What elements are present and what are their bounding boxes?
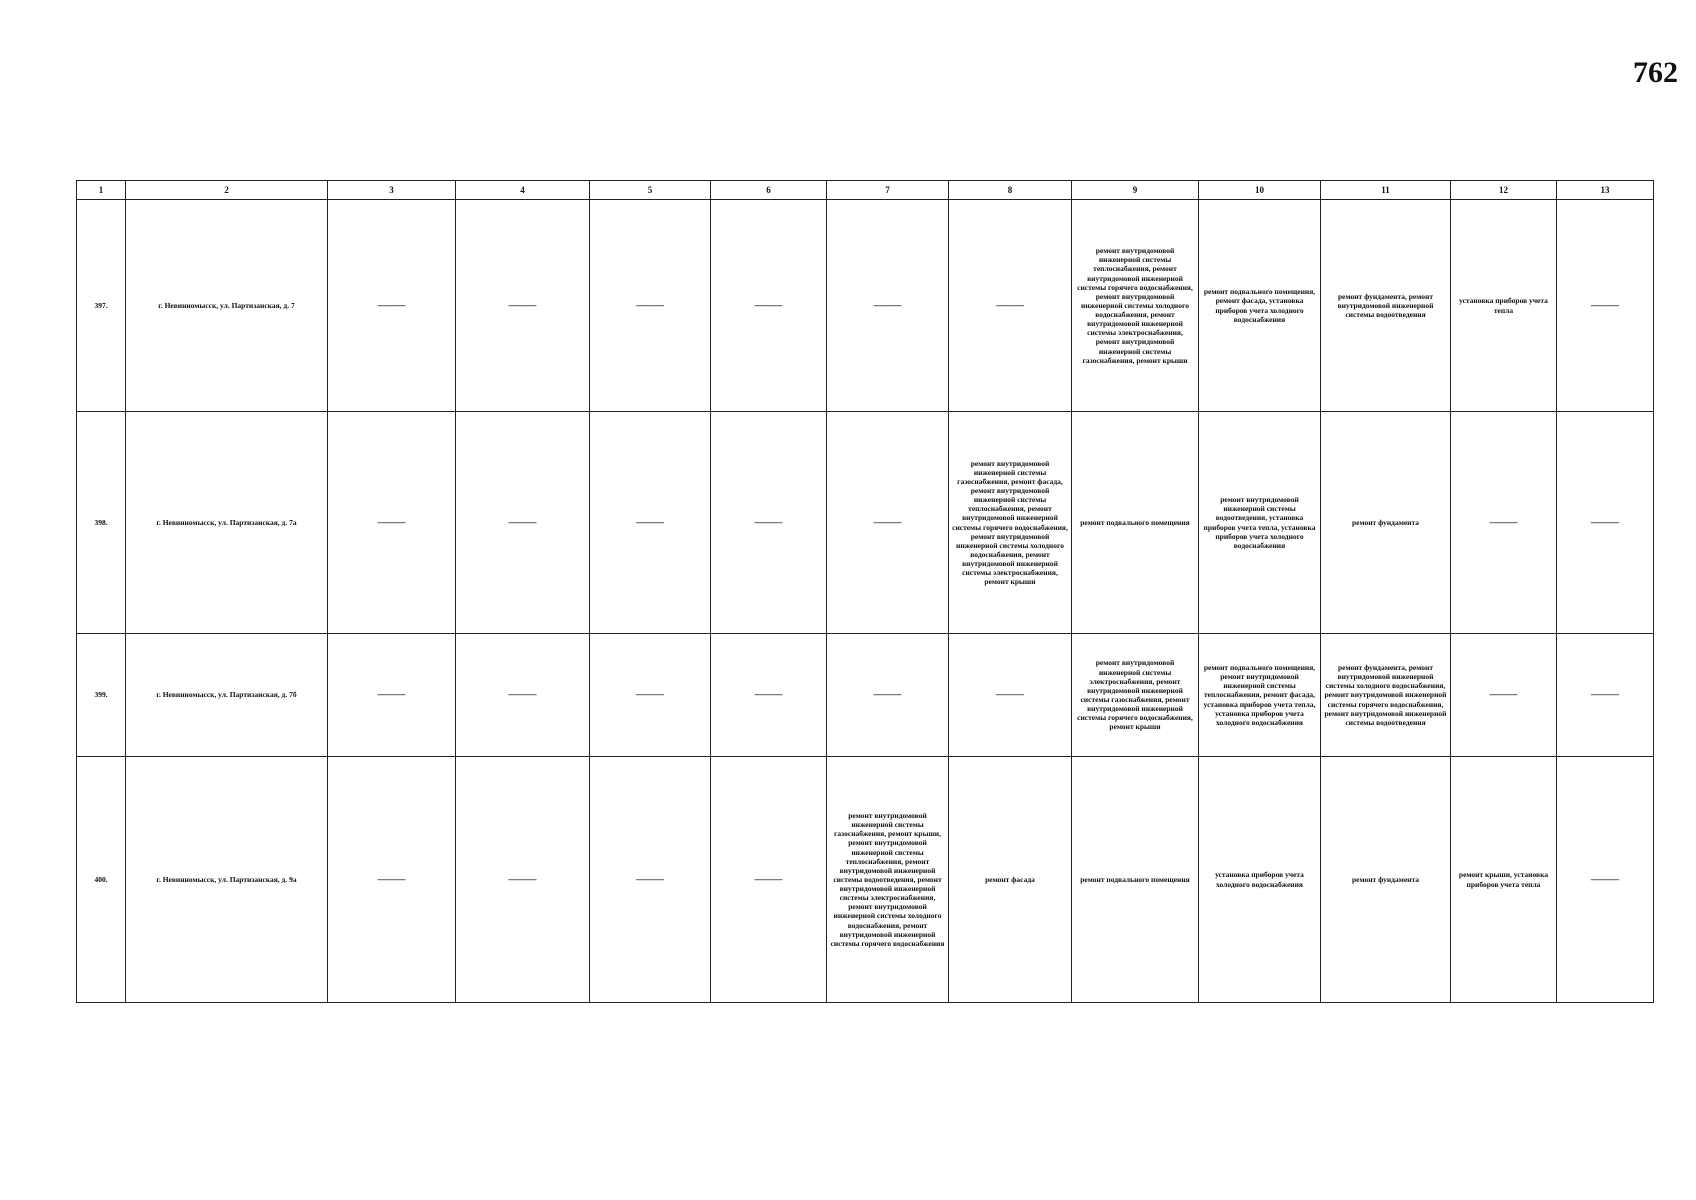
empty-dash: —— [996,687,1024,703]
cell-col4 [456,757,590,1003]
empty-dash: —— [508,871,537,887]
cell-col13 [1557,757,1654,1003]
empty-dash: —— [1489,687,1518,703]
cell-col3 [328,200,456,412]
cell-col11: ремонт фундамента [1321,412,1451,634]
address-cell: г. Невинномысск, ул. Партизанская, д. 9а [126,757,328,1003]
column-header: 13 [1557,181,1654,200]
cell-col11: ремонт фундамента, ремонт внутридомовой инженерной системы водоотведения [1321,200,1451,412]
cell-col8: ремонт фасада [949,757,1072,1003]
address-cell: г. Невинномысск, ул. Партизанская, д. 7а [126,412,328,634]
cell-col7: ремонт внутридомовой инженерной системы газоснабжения, ремонт крыши, ремонт внутридомовой инженерной системы теплоснабжения, ремонт внутридомовой инженерной системы водоотведения, ремонт внутридомовой инженерной системы электроснабжения, ремонт внутридомовой инженерной системы холодного водоснабжения, ремонт внутридомовой инженерной системы горячего водоснабжения [827,757,949,1003]
empty-dash: —— [873,297,902,313]
empty-dash: —— [377,687,406,703]
column-header: 10 [1199,181,1321,200]
empty-dash: —— [754,687,783,703]
cell-col10: ремонт подвального помещения, ремонт внутридомовой инженерной системы теплоснабжения, ремонт фасада, установка приборов учета тепла, установка приборов учета холодного водоснабжения [1199,634,1321,757]
table-row [77,200,1654,412]
cell-col7 [827,634,949,757]
row-number: 399. [77,634,126,757]
repair-schedule-table [76,180,1654,1003]
cell-col10: ремонт подвального помещения, ремонт фасада, установка приборов учета холодного водоснабжения [1199,200,1321,412]
column-header: 3 [328,181,456,200]
cell-col5 [590,412,711,634]
column-header: 1 [77,181,126,200]
table-row [77,757,1654,1003]
cell-col7 [827,412,949,634]
column-header: 9 [1072,181,1199,200]
row-number: 398. [77,412,126,634]
column-header: 4 [456,181,590,200]
cell-col10: установка приборов учета холодного водоснабжения [1199,757,1321,1003]
cell-col13 [1557,412,1654,634]
cell-col8 [949,634,1072,757]
cell-col4 [456,634,590,757]
cell-col3 [328,412,456,634]
cell-col10: ремонт внутридомовой инженерной системы водоотведения, установка приборов учета тепла, установка приборов учета холодного водоснабжения [1199,412,1321,634]
empty-dash: —— [1591,297,1619,313]
empty-dash: —— [754,297,783,313]
empty-dash: —— [1489,514,1518,530]
column-header: 7 [827,181,949,200]
cell-col9: ремонт подвального помещения [1072,412,1199,634]
empty-dash: —— [508,297,537,313]
cell-col8: ремонт внутридомовой инженерной системы газоснабжения, ремонт фасада, ремонт внутридомовой инженерной системы теплоснабжения, ремонт внутридомовой инженерной системы горячего водоснабжения, ремонт внутридомовой инженерной системы холодного водоснабжения, ремонт внутридомовой инженерной системы электроснабжения, ремонт крыши [949,412,1072,634]
empty-dash: —— [377,297,406,313]
empty-dash: —— [636,297,664,313]
column-header: 6 [711,181,827,200]
cell-col6 [711,757,827,1003]
empty-dash: —— [873,687,902,703]
column-header: 2 [126,181,328,200]
cell-col4 [456,412,590,634]
cell-col11: ремонт фундамента, ремонт внутридомовой инженерной системы холодного водоснабжения, ремонт внутридомовой инженерной системы горячего водоснабжения, ремонт внутридомовой инженерной системы водоотведения [1321,634,1451,757]
column-header: 5 [590,181,711,200]
row-number: 397. [77,200,126,412]
cell-col3 [328,634,456,757]
empty-dash: —— [996,297,1024,313]
column-number-row [77,181,1654,200]
column-header: 8 [949,181,1072,200]
empty-dash: —— [1591,687,1619,703]
empty-dash: —— [377,514,406,530]
cell-col6 [711,634,827,757]
address-cell: г. Невинномысск, ул. Партизанская, д. 7б [126,634,328,757]
empty-dash: —— [636,871,664,887]
empty-dash: —— [1591,514,1619,530]
cell-col5 [590,757,711,1003]
cell-col9: ремонт внутридомовой инженерной системы электроснабжения, ремонт внутридомовой инженерной системы газоснабжения, ремонт внутридомовой инженерной системы горячего водоснабжения, ремонт крыши [1072,634,1199,757]
table-row [77,634,1654,757]
cell-col9: ремонт подвального помещения [1072,757,1199,1003]
empty-dash: —— [754,514,783,530]
empty-dash: —— [508,687,537,703]
row-number: 400. [77,757,126,1003]
cell-col4 [456,200,590,412]
cell-col12 [1451,412,1557,634]
column-header: 12 [1451,181,1557,200]
cell-col3 [328,757,456,1003]
table-row [77,412,1654,634]
cell-col13 [1557,634,1654,757]
address-cell: г. Невинномысск, ул. Партизанская, д. 7 [126,200,328,412]
empty-dash: —— [377,871,406,887]
empty-dash: —— [754,871,783,887]
empty-dash: —— [1591,871,1619,887]
empty-dash: —— [508,514,537,530]
cell-col12 [1451,634,1557,757]
cell-col11: ремонт фундамента [1321,757,1451,1003]
page-number: 762 [1633,56,1678,89]
cell-col13 [1557,200,1654,412]
cell-col5 [590,200,711,412]
cell-col8 [949,200,1072,412]
empty-dash: —— [873,514,902,530]
empty-dash: —— [636,687,664,703]
cell-col6 [711,200,827,412]
cell-col12: установка приборов учета тепла [1451,200,1557,412]
cell-col5 [590,634,711,757]
empty-dash: —— [636,514,664,530]
column-header: 11 [1321,181,1451,200]
cell-col6 [711,412,827,634]
cell-col9: ремонт внутридомовой инженерной системы теплоснабжения, ремонт внутридомовой инженерной системы горячего водоснабжения, ремонт внутридомовой инженерной системы холодного водоснабжения, ремонт внутридомовой инженерной системы электроснабжения, ремонт внутридомовой инженерной системы газоснабжения, ремонт крыши [1072,200,1199,412]
cell-col12: ремонт крыши, установка приборов учета тепла [1451,757,1557,1003]
cell-col7 [827,200,949,412]
